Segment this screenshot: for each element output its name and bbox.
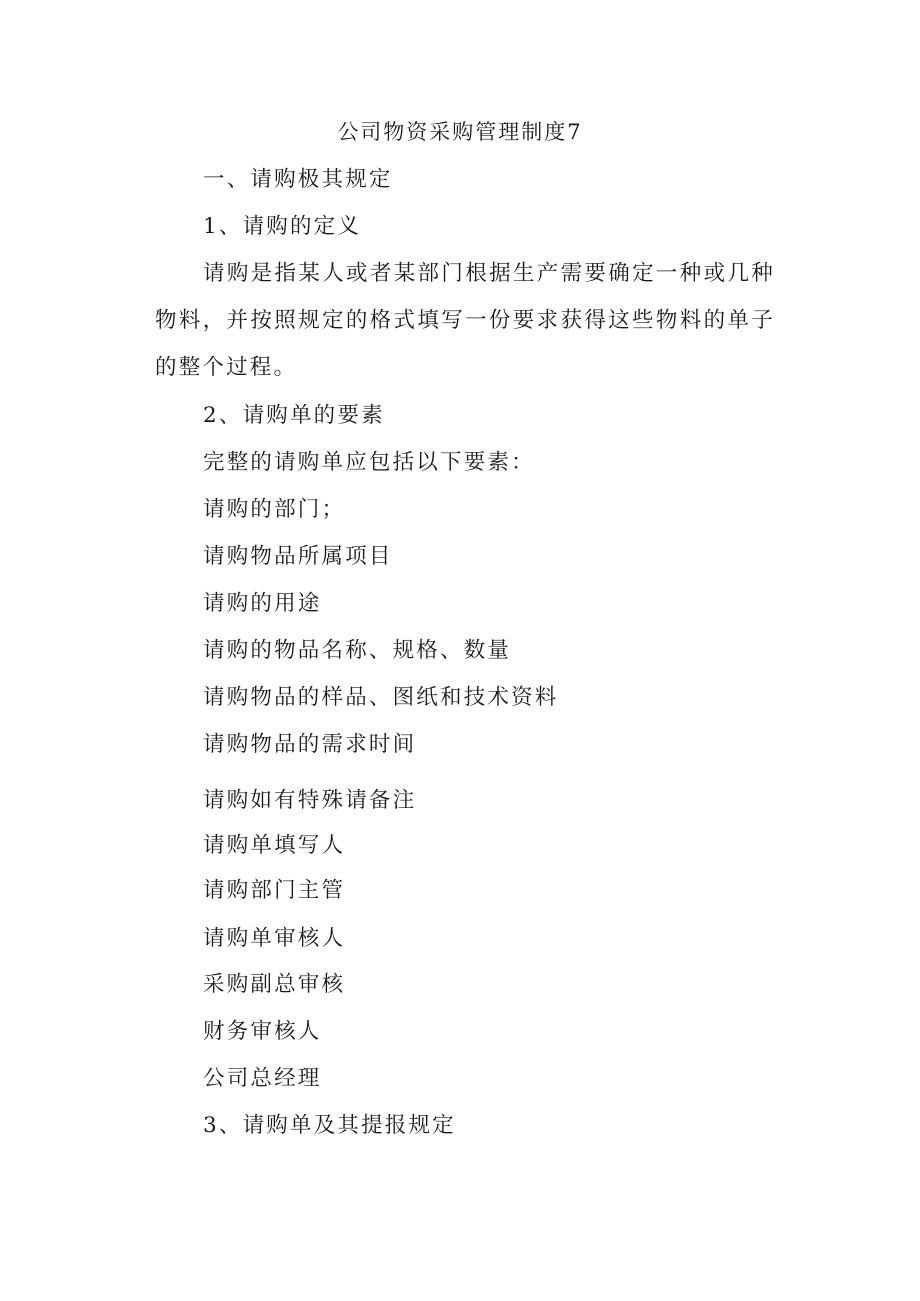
subsection-heading: 3、请购单及其提报规定	[203, 1113, 456, 1138]
list-item: 请购如有特殊请备注	[203, 788, 417, 813]
list-item: 请购物品的样品、图纸和技术资料	[203, 685, 559, 710]
list-item: 请购部门主管	[203, 878, 346, 903]
elements-intro: 完整的请购单应包括以下要素：	[203, 450, 535, 475]
list-item: 请购单审核人	[203, 926, 346, 951]
list-item: 财务审核人	[203, 1019, 322, 1044]
list-item: 请购的用途	[203, 591, 322, 616]
subsection-heading: 2、请购单的要素	[203, 403, 385, 428]
definition-paragraph: 请购是指某人或者某部门根据生产需要确定一种或几种物料，并按照规定的格式填写一份要求获得这些物料的单子的整个过程。	[155, 261, 775, 380]
list-item: 请购物品的需求时间	[203, 732, 417, 757]
list-item: 采购副总审核	[203, 972, 346, 997]
list-item: 请购单填写人	[203, 833, 346, 858]
list-item: 请购的部门；	[203, 497, 346, 522]
document-title: 公司物资采购管理制度7	[337, 120, 583, 144]
list-item: 请购物品所属项目	[203, 544, 393, 569]
list-item: 公司总经理	[203, 1066, 322, 1091]
list-item: 请购的物品名称、规格、数量	[203, 638, 512, 663]
subsection-heading: 1、请购的定义	[203, 214, 362, 239]
section-heading: 一、请购极其规定	[203, 167, 393, 192]
